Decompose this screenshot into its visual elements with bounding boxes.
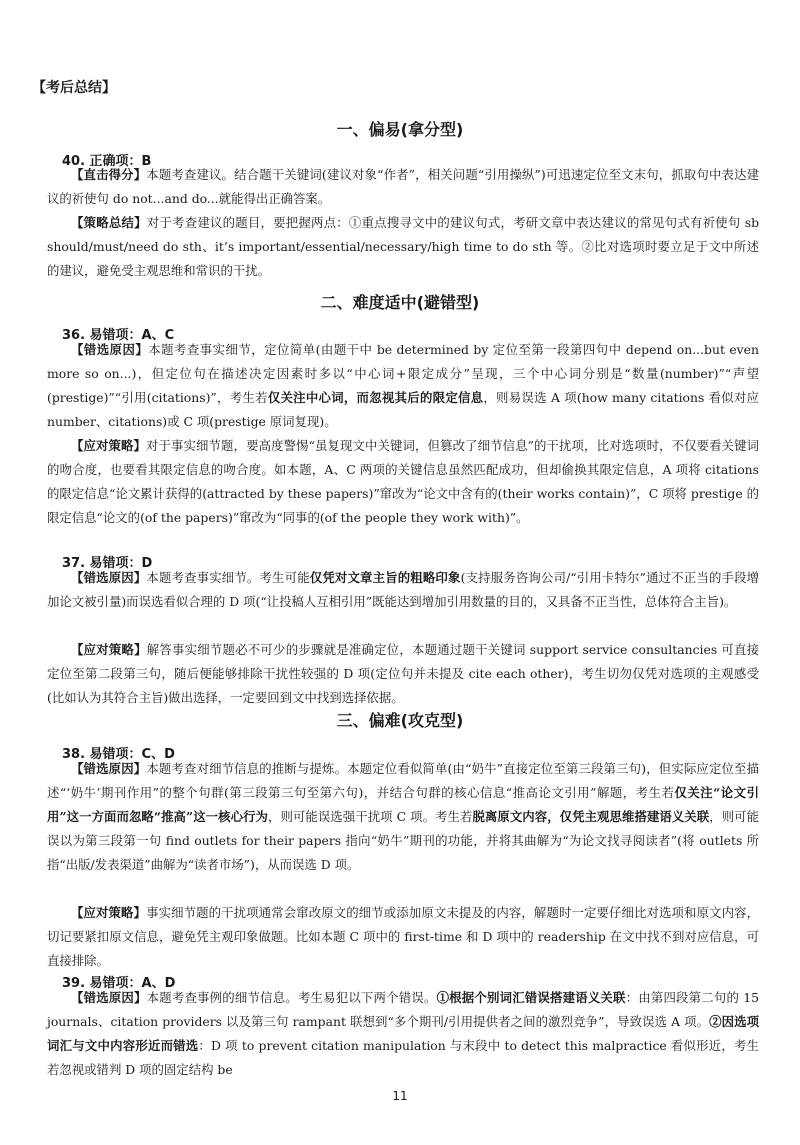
review-summary-tag: 【考后总结】	[32, 80, 116, 96]
q39-error-reason-paragraph	[47, 986, 759, 1082]
q38-strategy-paragraph	[47, 901, 759, 973]
q38-error-reason-emphasis-1: 仅关注“论文引用”这一方面而忽略“推高”这一核心行为	[47, 785, 759, 824]
q39-heading: 39. 易错项：A、D	[62, 976, 176, 991]
q38-strategy-label: 【应对策略】	[71, 905, 147, 920]
q39-error-reason-label: 【错选原因】	[71, 990, 147, 1005]
q40-strategy-label: 【策略总结】	[71, 215, 147, 230]
q37-error-reason-text-a: 本题考查事实细节。考生可能	[146, 570, 310, 585]
q37-strategy-text: 解答事实细节题必不可少的步骤就是准确定位，本题通过题干关键词 support service consultancies 可直接定位至第二段第三句，随后便能够排除干扰性较强的 D 项(定位句并未提及 cite each other)，考生切勿仅凭对选项的主观感受(比如认为其符合主旨)做出选择，一定要回到文中找到选择依据。	[47, 642, 760, 705]
q36-heading: 36. 易错项：A、C	[62, 328, 175, 343]
q37-error-reason-label: 【错选原因】	[71, 570, 147, 585]
q39-error-reason-text-c: ：D 项 to prevent citation manipulation 与末段中 to detect this malpractice 看似形近，考生若忽视或错判 D 项的固定结构 be	[47, 1038, 759, 1077]
page-number: 11	[392, 1089, 408, 1103]
q38-error-reason-emphasis-2: 脱离原文内容，仅凭主观思维搭建语义关联	[472, 809, 710, 824]
q39-error-reason-text-b: ：由第四段第二句的 15 journals、citation providers 以及第三句 rampant 联想到“多个期刊/引用提供者之间的激烈竞争”，导致误选 A 项。	[47, 990, 760, 1029]
q38-error-reason-text-b: ，则可能误选强干扰项 C 项。考生若	[268, 809, 473, 824]
q40-strategy-paragraph	[47, 211, 759, 283]
q38-error-reason-paragraph	[47, 757, 759, 877]
q37-heading: 37. 易错项：D	[62, 556, 153, 571]
q37-strategy-paragraph	[47, 638, 759, 710]
q39-error-reason-text-a: 本题考查事例的细节信息。考生易犯以下两个错误。	[146, 990, 437, 1005]
q36-strategy-label: 【应对策略】	[71, 438, 147, 453]
q36-error-reason-text-b: ，则易误选 A 项(how many citations 看似对应 number、citations)或 C 项(prestige 原词复现)。	[47, 390, 760, 429]
q40-heading: 40. 正确项：B	[62, 154, 152, 169]
q36-strategy-paragraph	[47, 434, 759, 530]
q38-heading: 38. 易错项：C、D	[62, 747, 175, 762]
q36-error-reason-paragraph	[47, 338, 759, 434]
section-title-medium: 二、难度适中(避错型)	[320, 293, 480, 312]
q38-error-reason-label: 【错选原因】	[71, 761, 147, 776]
q37-error-reason-paragraph	[47, 566, 759, 614]
q38-error-reason-text-c: ，则可能误以为第三段第一句 find outlets for their papers 指向“奶牛”期刊的功能，并将其曲解为“为论文找寻阅读者”(将 outlets 所指“出版/发表渠道”曲解为“读者市场”)，从而误选 D 项。	[47, 809, 760, 872]
q37-error-reason-emphasis: 仅凭对文章主旨的粗略印象	[309, 570, 461, 585]
q38-strategy-text: 事实细节题的干扰项通常会窜改原文的细节或添加原文未提及的内容，解题时一定要仔细比对选项和原文内容，切记要紧扣原文信息，避免凭主观印象做题。比如本题 C 项中的 first-time 和 D 项中的 readership 在文中找不到对应信息，可直接排除。	[47, 905, 760, 968]
q39-error-reason-emphasis-2: ②因选项词汇与文中内容形近而错选	[47, 1014, 759, 1053]
q36-error-reason-label: 【错选原因】	[71, 342, 149, 357]
q36-error-reason-emphasis: 仅关注中心词，而忽视其后的限定信息	[267, 390, 484, 405]
section-title-hard: 三、偏难(攻克型)	[336, 711, 464, 730]
q40-direct-score-text: 本题考查建议。结合题干关键词(建议对象“作者”，相关问题“引用操纵”)可迅速定位至文末句，抓取句中表达建议的祈使句 do not...and do...就能得出正确答案。	[47, 167, 759, 206]
q37-strategy-label: 【应对策略】	[71, 642, 147, 657]
q36-error-reason-text-a: 本题考查事实细节，定位简单(由题干中 be determined by 定位至第一段第四句中 depend on...but even more so on...)，但定位句在描述决定因素时多以“中心词+限定成分”呈现，三个中心词分别是“数量(number)”“声望(prestige)”“引用(citations)”，考生若	[47, 342, 759, 405]
q40-direct-score-label: 【直击得分】	[71, 167, 147, 182]
q38-error-reason-text-a: 本题考查对细节信息的推断与提炼。本题定位看似简单(由“奶牛”直接定位至第三段第三句)，但实际应定位至描述“‘奶牛’期刊作用”的整个句群(第三段第三句至第六句)，并结合句群的核心信息“推高论文引用”解题，考生若	[47, 761, 760, 800]
q40-strategy-text: 对于考查建议的题目，要把握两点：①重点搜寻文中的建议句式，考研文章中表达建议的常见句式有祈使句 sb should/must/need do sth、it’s important/essential/necessary/high time to do sth 等。②比对选项时要立足于文中所述的建议，避免受主观思维和常识的干扰。	[47, 215, 759, 278]
q37-error-reason-text-b: (支持服务咨询公司/“引用卡特尔”通过不正当的手段增加论文被引量)而误选看似合理的 D 项(“让投稿人互相引用”既能达到增加引用数量的目的，又具备不正当性，总体符合主旨)。	[47, 570, 760, 609]
q36-strategy-text: 对于事实细节题，要高度警惕“虽复现文中关键词，但篡改了细节信息”的干扰项，比对选项时，不仅要看关键词的吻合度，也要看其限定信息的吻合度。如本题，A、C 两项的关键信息虽然匹配成功，但却偷换其限定信息，A 项将 citations 的限定信息“论文累计获得的(attracted by these papers)”窜改为“论文中含有的(their works contain)”，C 项将 prestige 的限定信息“论文的(of the papers)”窜改为“同事的(of the people they work with)”。	[47, 438, 760, 525]
q40-direct-score-paragraph	[47, 163, 759, 211]
q39-error-reason-emphasis-1: ①根据个别词汇错误搭建语义关联	[436, 990, 626, 1005]
section-title-easy: 一、偏易(拿分型)	[336, 120, 464, 139]
